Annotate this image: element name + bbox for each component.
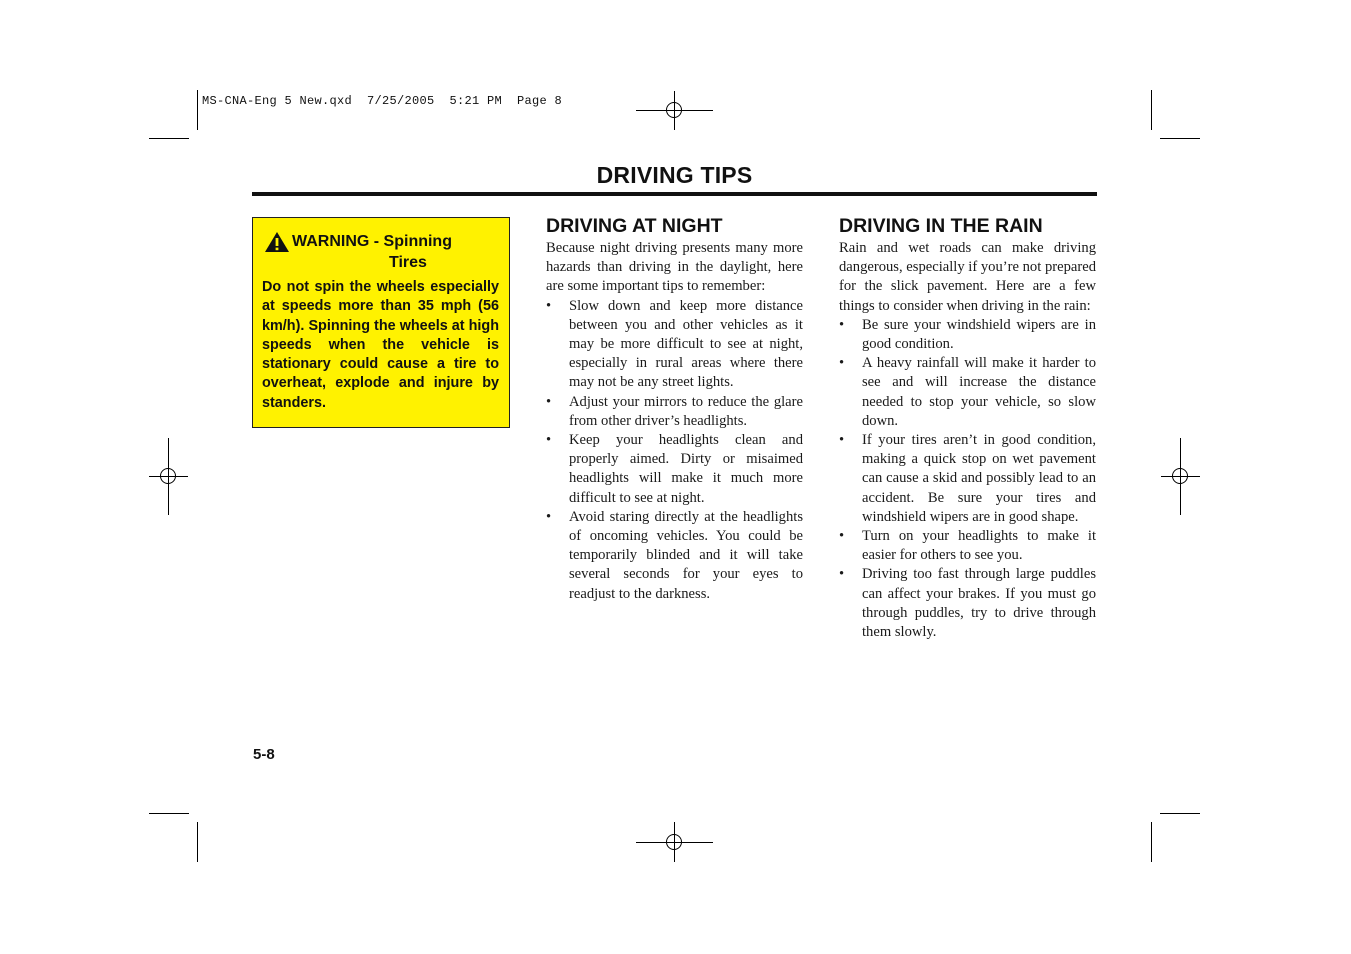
rain-section xyxy=(839,214,1096,642)
warning-body: Do not spin the wheels especially at speeds more than 35 mph (56 km/h). Spinning the wheels at high speeds when the vehicle is stationary could cause a tire to overheat, explode and injure by standers. xyxy=(262,279,499,411)
list-item: • A heavy rainfall will make it harder to see and will increase the distance needed to stop your vehicle, so slow down. xyxy=(839,355,1096,429)
list-item: • Avoid staring directly at the headlights of oncoming vehicles. You could be temporarily blinded and it will take several seconds for your eyes to readjust to the darkness. xyxy=(546,508,803,602)
print-slug: MS-CNA-Eng 5 New.qxd 7/25/2005 5:21 PM Page 8 xyxy=(202,94,563,108)
list-item: • Turn on your headlights to make it easier for others to see you. xyxy=(839,528,1096,564)
bullet: • xyxy=(546,393,552,410)
list-item: • Adjust your mirrors to reduce the glare from other driver’s headlights. xyxy=(546,393,803,429)
bullet: • xyxy=(839,316,845,333)
warning-title-line2: Tires xyxy=(389,254,427,271)
night-tips-list xyxy=(546,297,803,604)
night-heading: DRIVING AT NIGHT xyxy=(546,215,723,237)
list-item: • Slow down and keep more distance between you and other vehicles as it may be more difficult to see at night, especially in rural areas where there may not be any street lights. xyxy=(546,297,803,391)
page-number: 5-8 xyxy=(253,746,275,763)
warning-title-line1: WARNING - Spinning xyxy=(292,233,452,250)
title-rule xyxy=(252,192,1097,196)
page-title: DRIVING TIPS xyxy=(596,162,753,188)
bullet: • xyxy=(839,528,845,545)
bullet: • xyxy=(546,297,552,314)
bullet: • xyxy=(839,432,845,449)
night-intro: Because night driving presents many more hazards than driving in the daylight, here are some important tips to remember: xyxy=(546,240,803,295)
rain-tips-list xyxy=(839,316,1096,642)
rain-heading: DRIVING IN THE RAIN xyxy=(839,215,1043,237)
list-item: • If your tires aren’t in good condition, making a quick stop on wet pavement can cause a skid and possibly lead to an accident. Be sure your tires and windshield wipers are in good shape. xyxy=(839,432,1096,525)
night-section xyxy=(546,214,803,604)
list-item: • Keep your headlights clean and properly aimed. Dirty or misaimed headlights will make it much more difficult to see at night. xyxy=(546,432,803,506)
warning-heading xyxy=(262,231,499,273)
warning-box xyxy=(252,217,510,428)
list-item: • Driving too fast through large puddles can affect your brakes. If you must go through puddles, try to drive through them slowly. xyxy=(839,566,1096,641)
bullet: • xyxy=(546,432,552,449)
list-item: • Be sure your windshield wipers are in good condition. xyxy=(839,316,1096,353)
bullet: • xyxy=(839,566,845,583)
bullet: • xyxy=(839,355,845,372)
warning-triangle-icon xyxy=(264,231,290,253)
rain-intro: Rain and wet roads can make driving dangerous, especially if you’re not prepared for the slick pavement. Here are a few things to consider when driving in the rain: xyxy=(839,240,1096,314)
bullet: • xyxy=(546,508,552,525)
